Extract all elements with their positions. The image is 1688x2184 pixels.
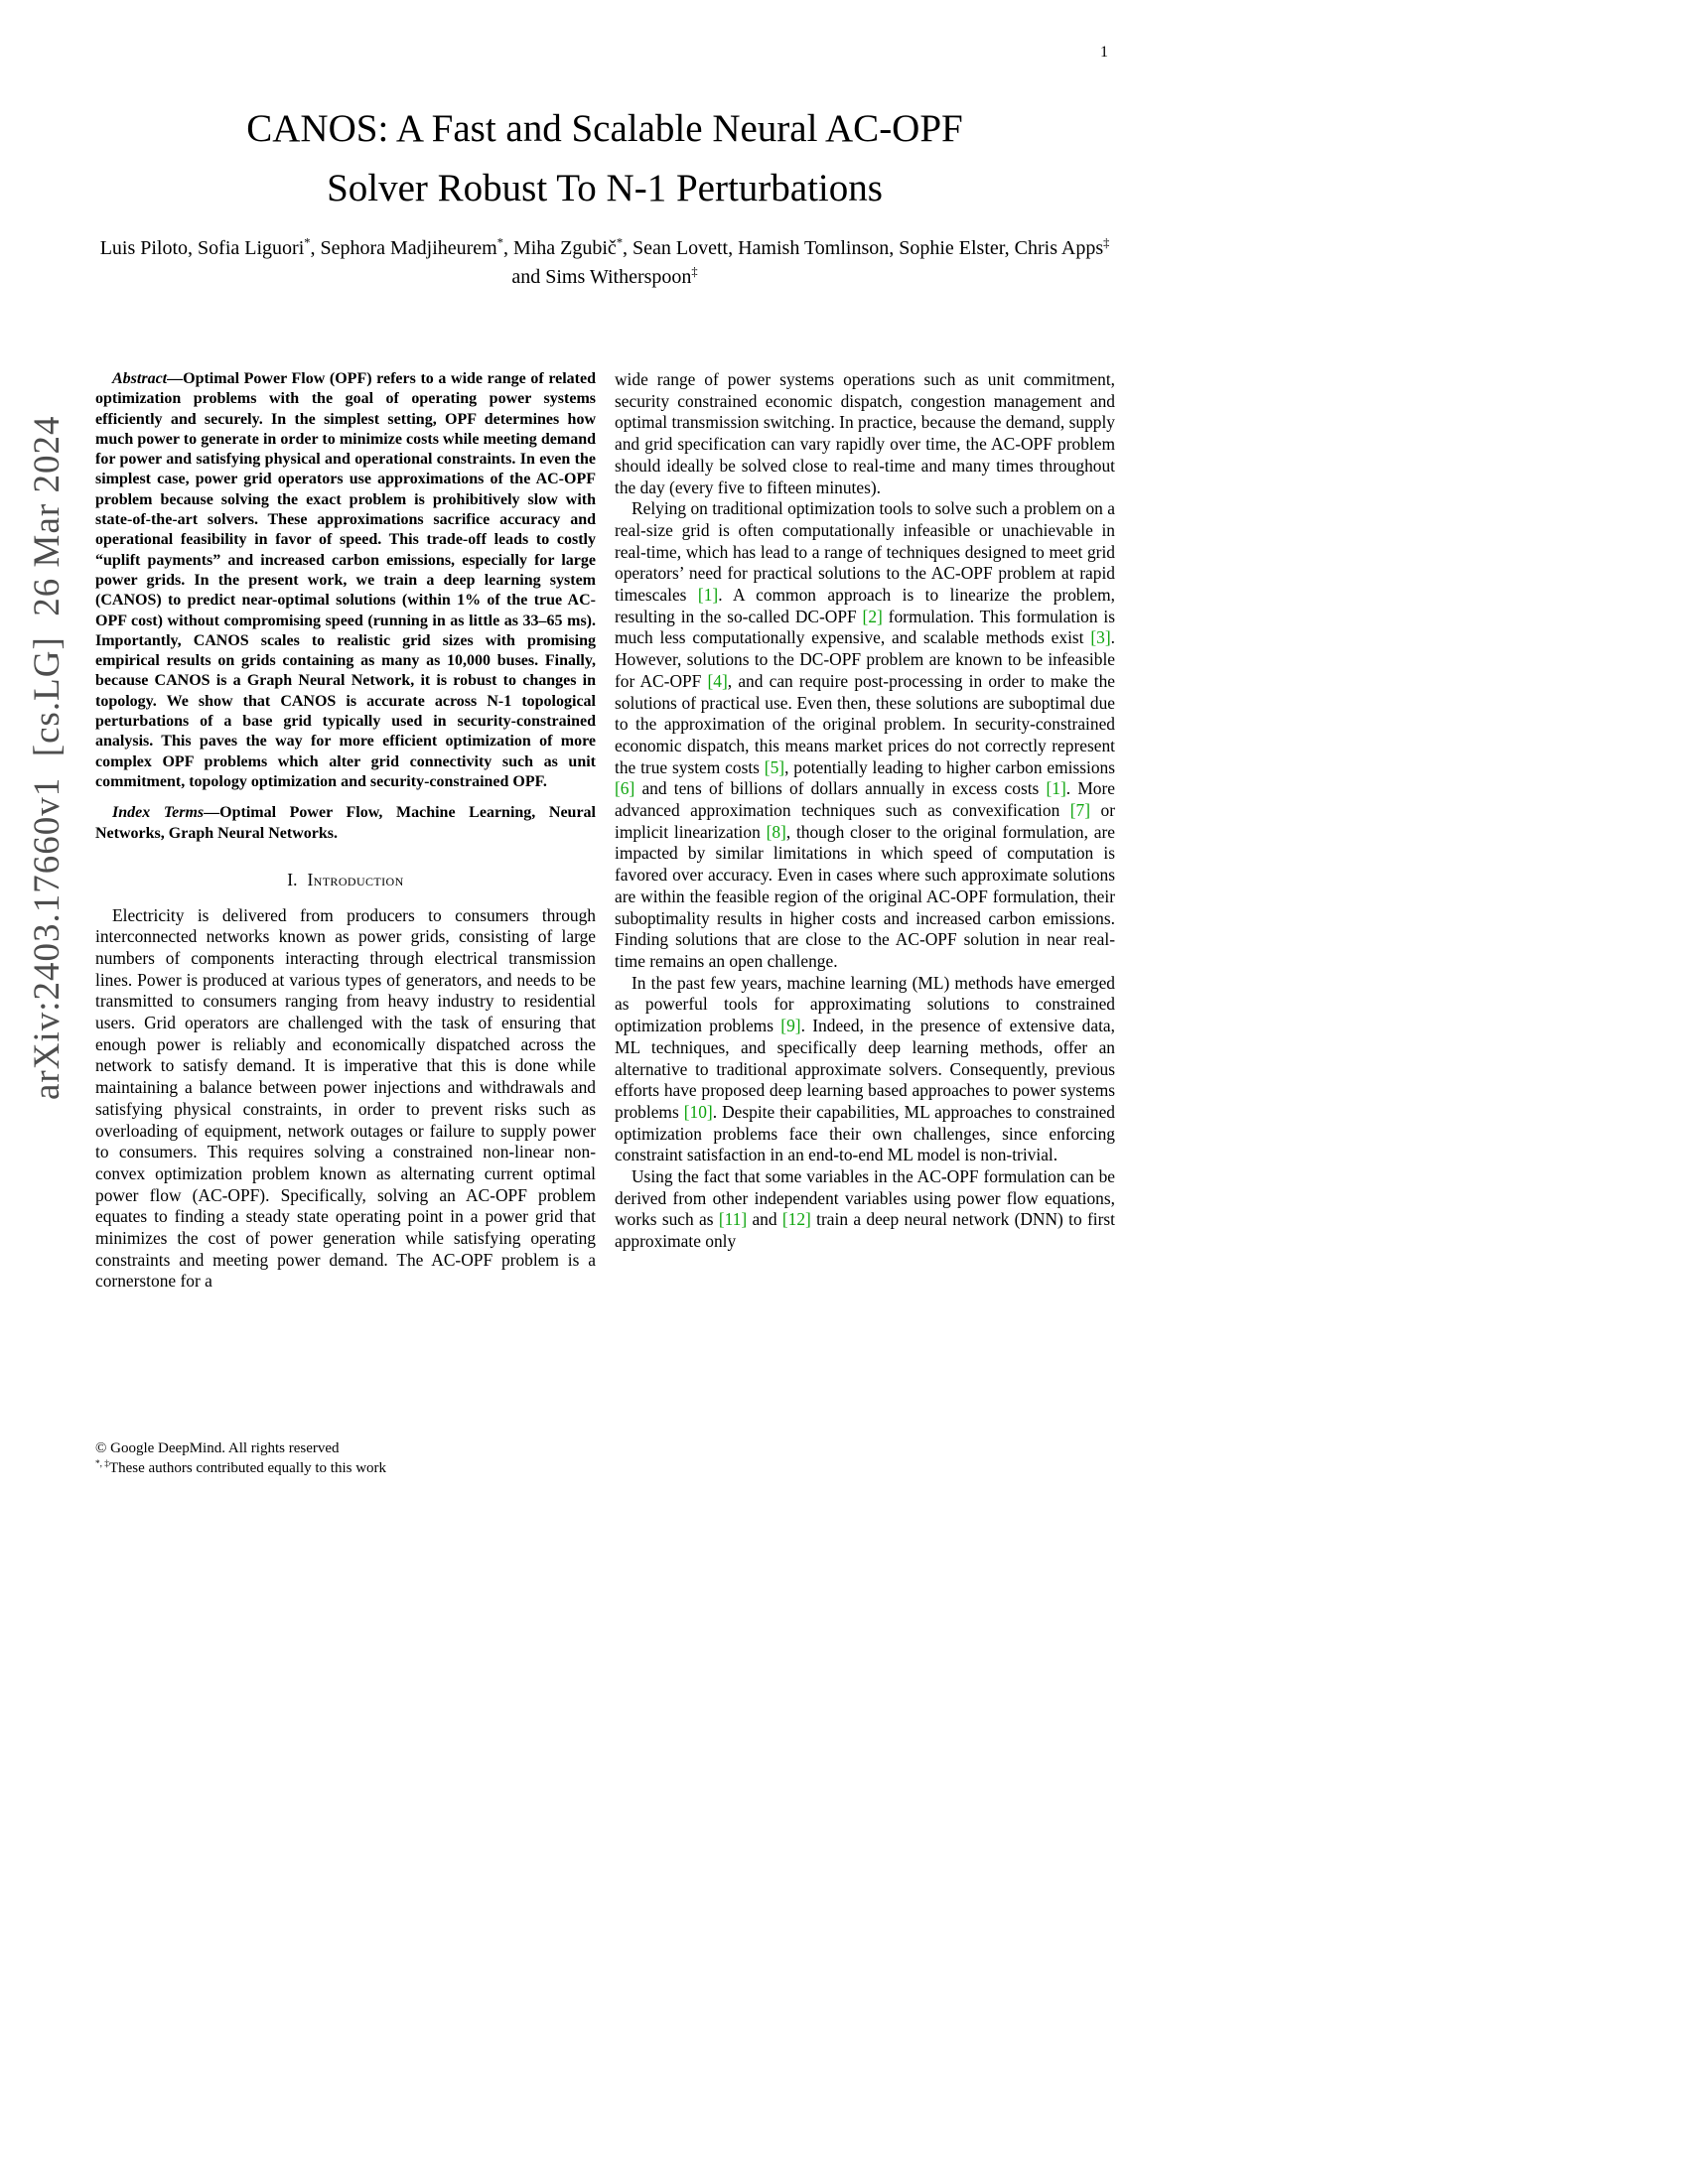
section-title: Introduction — [307, 869, 404, 889]
index-terms-text: —Optimal Power Flow, Machine Learning, Neural Networks, Graph Neural Networks. — [95, 804, 597, 842]
abstract-text: —Optimal Power Flow (OPF) refers to a wide range of related optimization problems with the goal of operating power systems efficiently and securely. In the simplest setting, OPF determines how much power to generate in order to minimize costs while meeting demand for power and satisfying physical and operational constraints. In even the simplest case, power grid operators use approximations of the AC-OPF problem because solving the exact problem is prohibitively slow with state-of-the-art solvers. These approximations sacrifice accuracy and operational feasibility in favor of speed. This trade-off leads to costly “uplift payments” and increased carbon emissions, especially for large power grids. In the present work, we train a deep learning system (CANOS) to predict near-optimal solutions (within 1% of the true AC-OPF cost) without compromising speed (running in as little as 33–65 ms). Importantly, CANOS scales to realistic grid sizes with promising empirical results on grids containing as many as 10,000 buses. Finally, because CANOS is a Graph Neural Network, it is robust to changes in topology. We show that CANOS is accurate across N-1 topological perturbations of a base grid typically used in security-constrained analysis. This paves the way for more efficient optimization of more complex OPF problems which alter grid connectivity such as unit commitment, topology optimization and security-constrained OPF. — [95, 370, 596, 790]
citation-link[interactable]: [3] — [1090, 627, 1111, 648]
citation-link[interactable]: [10] — [683, 1101, 713, 1122]
intro-paragraphs — [95, 905, 596, 1294]
citation-link[interactable]: [2] — [862, 606, 883, 626]
footnote-line: *, ‡These authors contributed equally to this work — [95, 1458, 387, 1476]
footnotes — [95, 1439, 596, 1478]
index-terms-label: Index Terms — [112, 804, 205, 822]
page-number: 1 — [1100, 44, 1108, 61]
citation-link[interactable]: [11] — [718, 1209, 748, 1230]
citation-link[interactable]: [5] — [764, 756, 785, 777]
abstract — [95, 369, 596, 792]
paragraph: wide range of power systems operations such as unit commitment, security constrained economic dispatch, congestion management and optimal transmission switching. In practice, because the demand, supply and grid specification can vary rapidly over time, the AC-OPF problem should ideally be solved close to real-time and many times throughout the day (every five to fifteen minutes). — [615, 369, 1115, 497]
right-column — [615, 369, 1115, 1253]
citation-link[interactable]: [9] — [780, 1016, 801, 1036]
citation-link[interactable]: [6] — [615, 778, 635, 799]
paragraph: In the past few years, machine learning (ML) methods have emerged as powerful tools for approximating solutions to constrained optimization problems [9]. Indeed, in the presence of extensive data, ML techniques, and specifically deep learning methods, offer an alternative to traditional approximate solvers. Consequently, previous efforts have proposed deep learning based approaches to power systems problems [10]. Despite their capabilities, ML approaches to constrained optimization problems face their own challenges, since enforcing constraint satisfaction in an end-to-end ML model is non-trivial. — [615, 972, 1115, 1165]
author-list: Luis Piloto, Sofia Liguori*, Sephora Madjiheurem*, Miha Zgubič*, Sean Lovett, Hamish Tomlinson, Sophie Elster, Chris Apps‡ and Sims Witherspoon‡ — [99, 235, 1110, 288]
arxiv-watermark: arXiv:2403.17660v1 [cs.LG] 26 Mar 2024 — [27, 415, 68, 1100]
paper-title-line-1: CANOS: A Fast and Scalable Neural AC-OPF — [246, 107, 963, 150]
paragraph: Relying on traditional optimization tools to solve such a problem on a real-size grid is often computationally infeasible or unachievable in real-time, which has lead to a range of techniques designed to meet grid operators’ need for practical solutions to the AC-OPF problem at rapid timescales [1]. A common approach is to linearize the problem, resulting in the so-called DC-OPF [2] formulation. This formulation is much less computationally expensive, and scalable methods exist [3]. However, solutions to the DC-OPF problem are known to be infeasible for AC-OPF [4], and can require post-processing in order to make the solutions of practical use. Even then, these solutions are suboptimal due to the approximation of the original problem. In security-constrained economic dispatch, this means market prices do not correctly represent the true system costs [5], potentially leading to higher carbon emissions [6] and tens of billions of dollars annually in excess costs [1]. More advanced approximation techniques such as convexification [7] or implicit linearization [8], though closer to the original formulation, are impacted by similar limitations in which speed of computation is favored over accuracy. Even in cases where such approximate solutions are within the feasible region of the original AC-OPF formulation, their suboptimality results in higher costs and increased carbon emissions. Finding solutions that are close to the AC-OPF solution in near real-time remains an open challenge. — [615, 498, 1116, 971]
citation-link[interactable]: [4] — [707, 670, 728, 691]
paper-header — [95, 99, 1114, 292]
citation-link[interactable]: [8] — [766, 821, 786, 842]
footnote-line: © Google DeepMind. All rights reserved — [95, 1440, 340, 1456]
paper-title-line-2: Solver Robust To N-1 Perturbations — [327, 167, 883, 209]
section-heading — [95, 870, 596, 891]
citation-link[interactable]: [12] — [781, 1209, 811, 1230]
index-terms — [95, 803, 596, 844]
citation-link[interactable]: [1] — [1046, 778, 1066, 799]
citation-link[interactable]: [7] — [1069, 800, 1091, 821]
left-column — [95, 369, 596, 1293]
paragraph: Using the fact that some variables in the AC-OPF formulation can be derived from other independent variables using power flow equations, works such as [11] and [12] train a deep neural network (DNN) to first approximate only — [615, 1166, 1115, 1252]
abstract-label: Abstract — [112, 370, 168, 387]
citation-link[interactable]: [1] — [697, 585, 719, 606]
paragraph: Electricity is delivered from producers to consumers through interconnected networks known as power grids, consisting of large numbers of components interacting through electrical transmission lines. Power is produced at various types of generators, and needs to be transmitted to consumers ranging from heavy industry to residential users. Grid operators are challenged with the task of ensuring that enough power is reliably and economically dispatched across the network to satisfy demand. It is imperative that this is done while maintaining a balance between power injections and withdrawals and satisfying physical constraints, in order to prevent risks such as overloading of equipment, network outages or failure to supply power to consumers. This requires solving a constrained non-linear non-convex optimization problem known as alternating current optimal power flow (AC-OPF). Specifically, solving an AC-OPF problem equates to finding a steady state operating point in a power grid that minimizes the cost of power generation while satisfying operating constraints and meeting power demand. The AC-OPF problem is a cornerstone for a — [95, 904, 596, 1292]
section-number: I. — [287, 869, 298, 889]
